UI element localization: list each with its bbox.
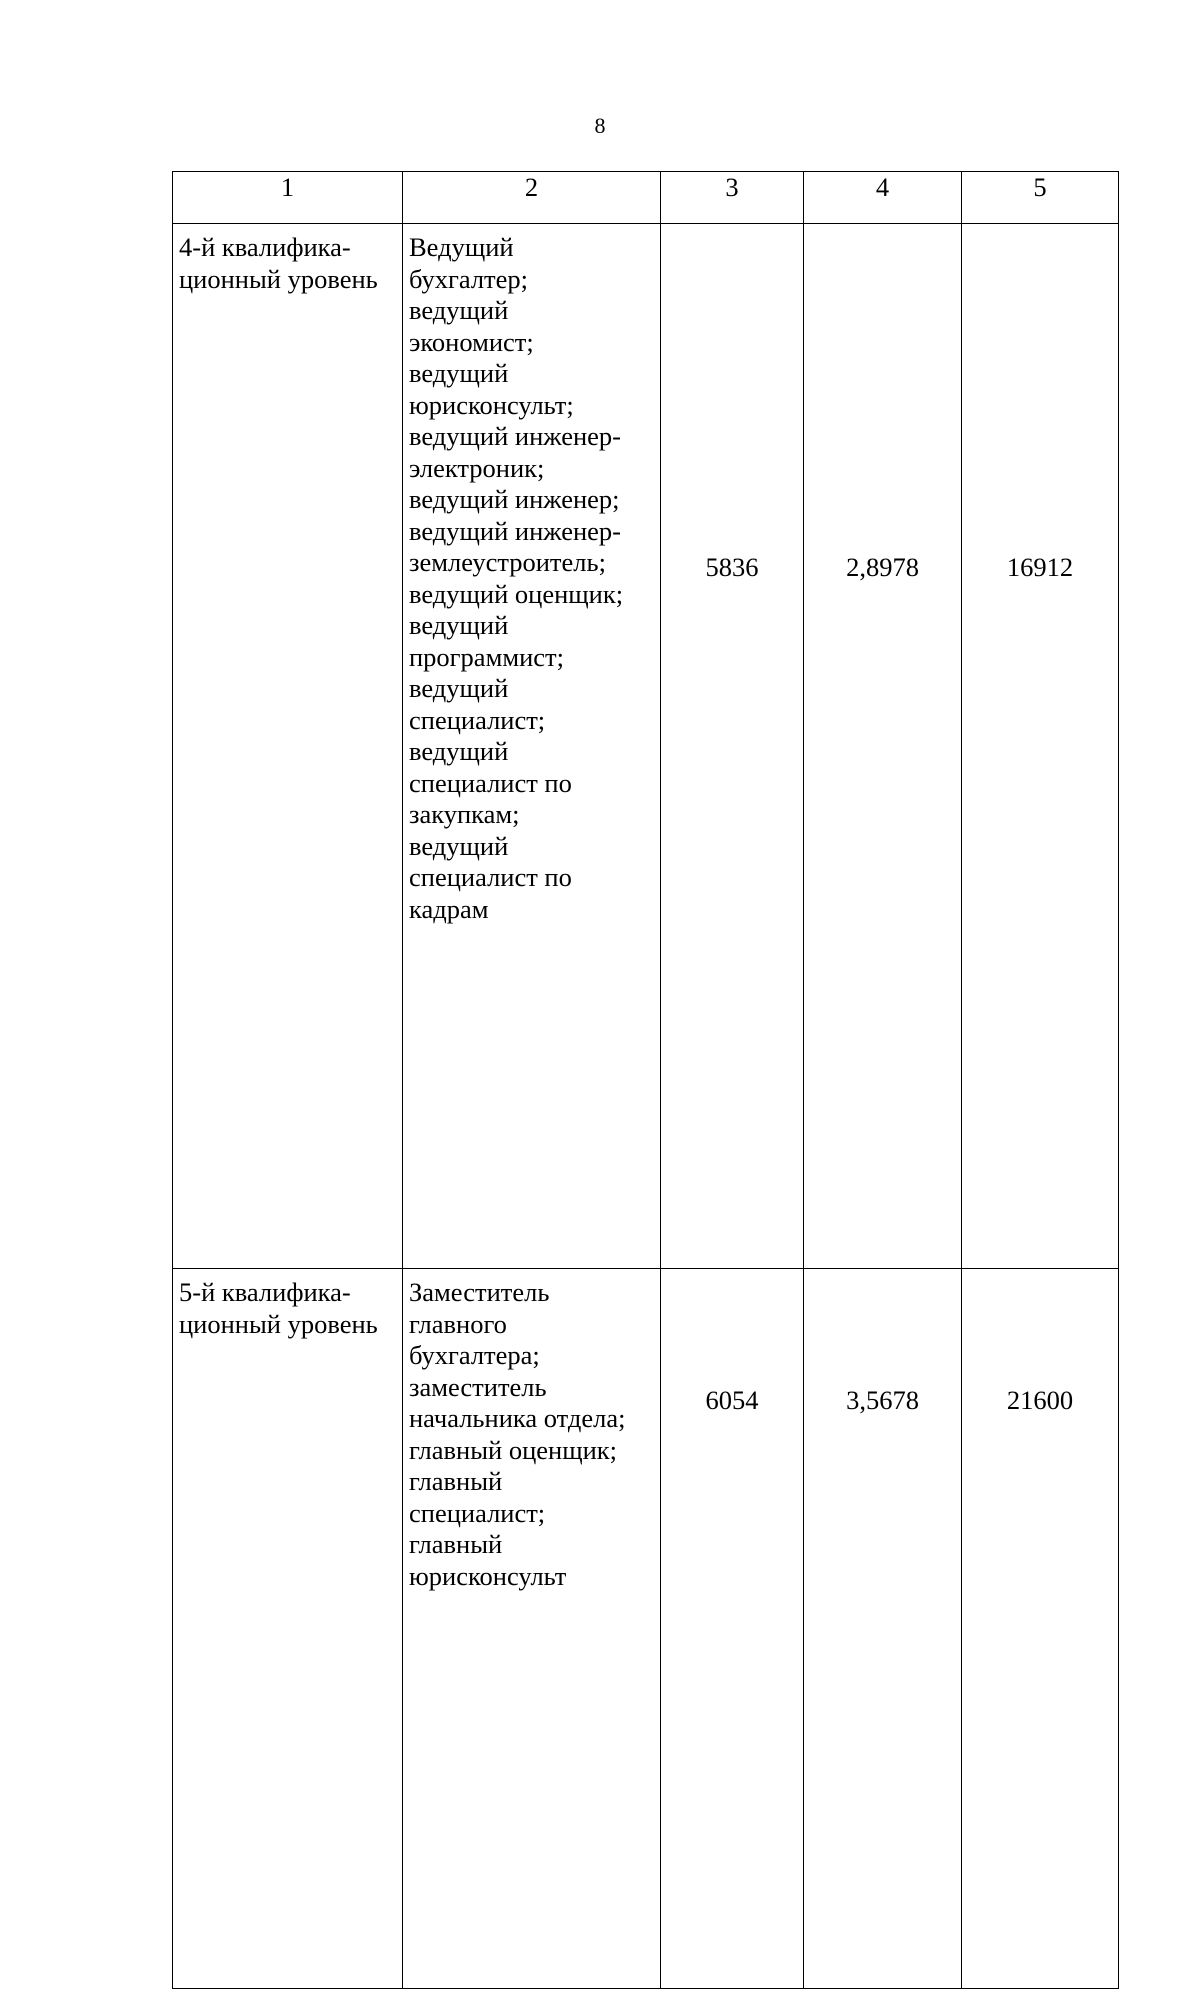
position-line: ведущий [409,358,509,388]
col4-value: 3,5678 [804,1269,962,1989]
position-line: специалист по [409,862,572,892]
level-line: 4-й квалифика- [179,232,351,262]
page-number: 8 [594,113,606,138]
column-header: 2 [403,172,661,224]
position-line: начальника отдела; [409,1403,626,1433]
table-row [173,1269,1119,1989]
position-line: Заместитель [409,1277,550,1307]
position-line: главный оценщик; [409,1434,618,1465]
column-header: 5 [962,172,1119,224]
level-line: 5-й квалифика- [179,1277,351,1307]
position-line: главный [409,1466,503,1496]
col5-value: 21600 [962,1269,1119,1989]
qualification-level-cell [173,224,403,1269]
level-line: ционный уровень [179,263,378,294]
position-line: специалист по [409,767,572,798]
position-line: ведущий инженер- [409,515,621,546]
position-line: специалист; [409,1497,546,1528]
position-line: ведущий инженер; [409,484,620,514]
column-header: 1 [173,172,403,224]
position-line: ведущий [409,295,509,325]
qualification-table [172,171,1119,1989]
position-line: экономист; [409,326,534,357]
column-header: 4 [804,172,962,224]
table-row [173,224,1119,1269]
col5-value: 16912 [962,224,1119,1269]
column-header: 3 [661,172,804,224]
positions-cell [403,224,661,1269]
table-header-row [173,172,1119,224]
position-line: электроник; [409,452,545,483]
position-line: ведущий [409,830,509,861]
position-line: землеустроитель; [409,547,606,577]
level-line: ционный уровень [179,1308,378,1339]
col4-value: 2,8978 [804,224,962,1269]
col3-value: 6054 [661,1269,804,1989]
qualification-level-cell [173,1269,403,1989]
position-line: ведущий [409,610,509,640]
position-line: главного [409,1308,507,1339]
position-line: специалист; [409,704,546,735]
position-line: юрисконсульт [409,1560,567,1591]
position-line: ведущий оценщик; [409,578,624,609]
position-line: главный [409,1529,503,1559]
position-line: закупкам; [409,799,520,829]
col3-value: 5836 [661,224,804,1269]
positions-cell [403,1269,661,1989]
position-line: ведущий инженер- [409,421,621,451]
position-line: бухгалтер; [409,263,529,294]
position-line: Ведущий [409,232,514,262]
position-line: программист; [409,641,564,672]
position-line: заместитель [409,1371,547,1402]
position-line: ведущий [409,736,509,766]
position-line: юрисконсульт; [409,389,574,420]
position-line: кадрам [409,893,489,924]
position-line: ведущий [409,673,509,703]
position-line: бухгалтера; [409,1340,540,1370]
